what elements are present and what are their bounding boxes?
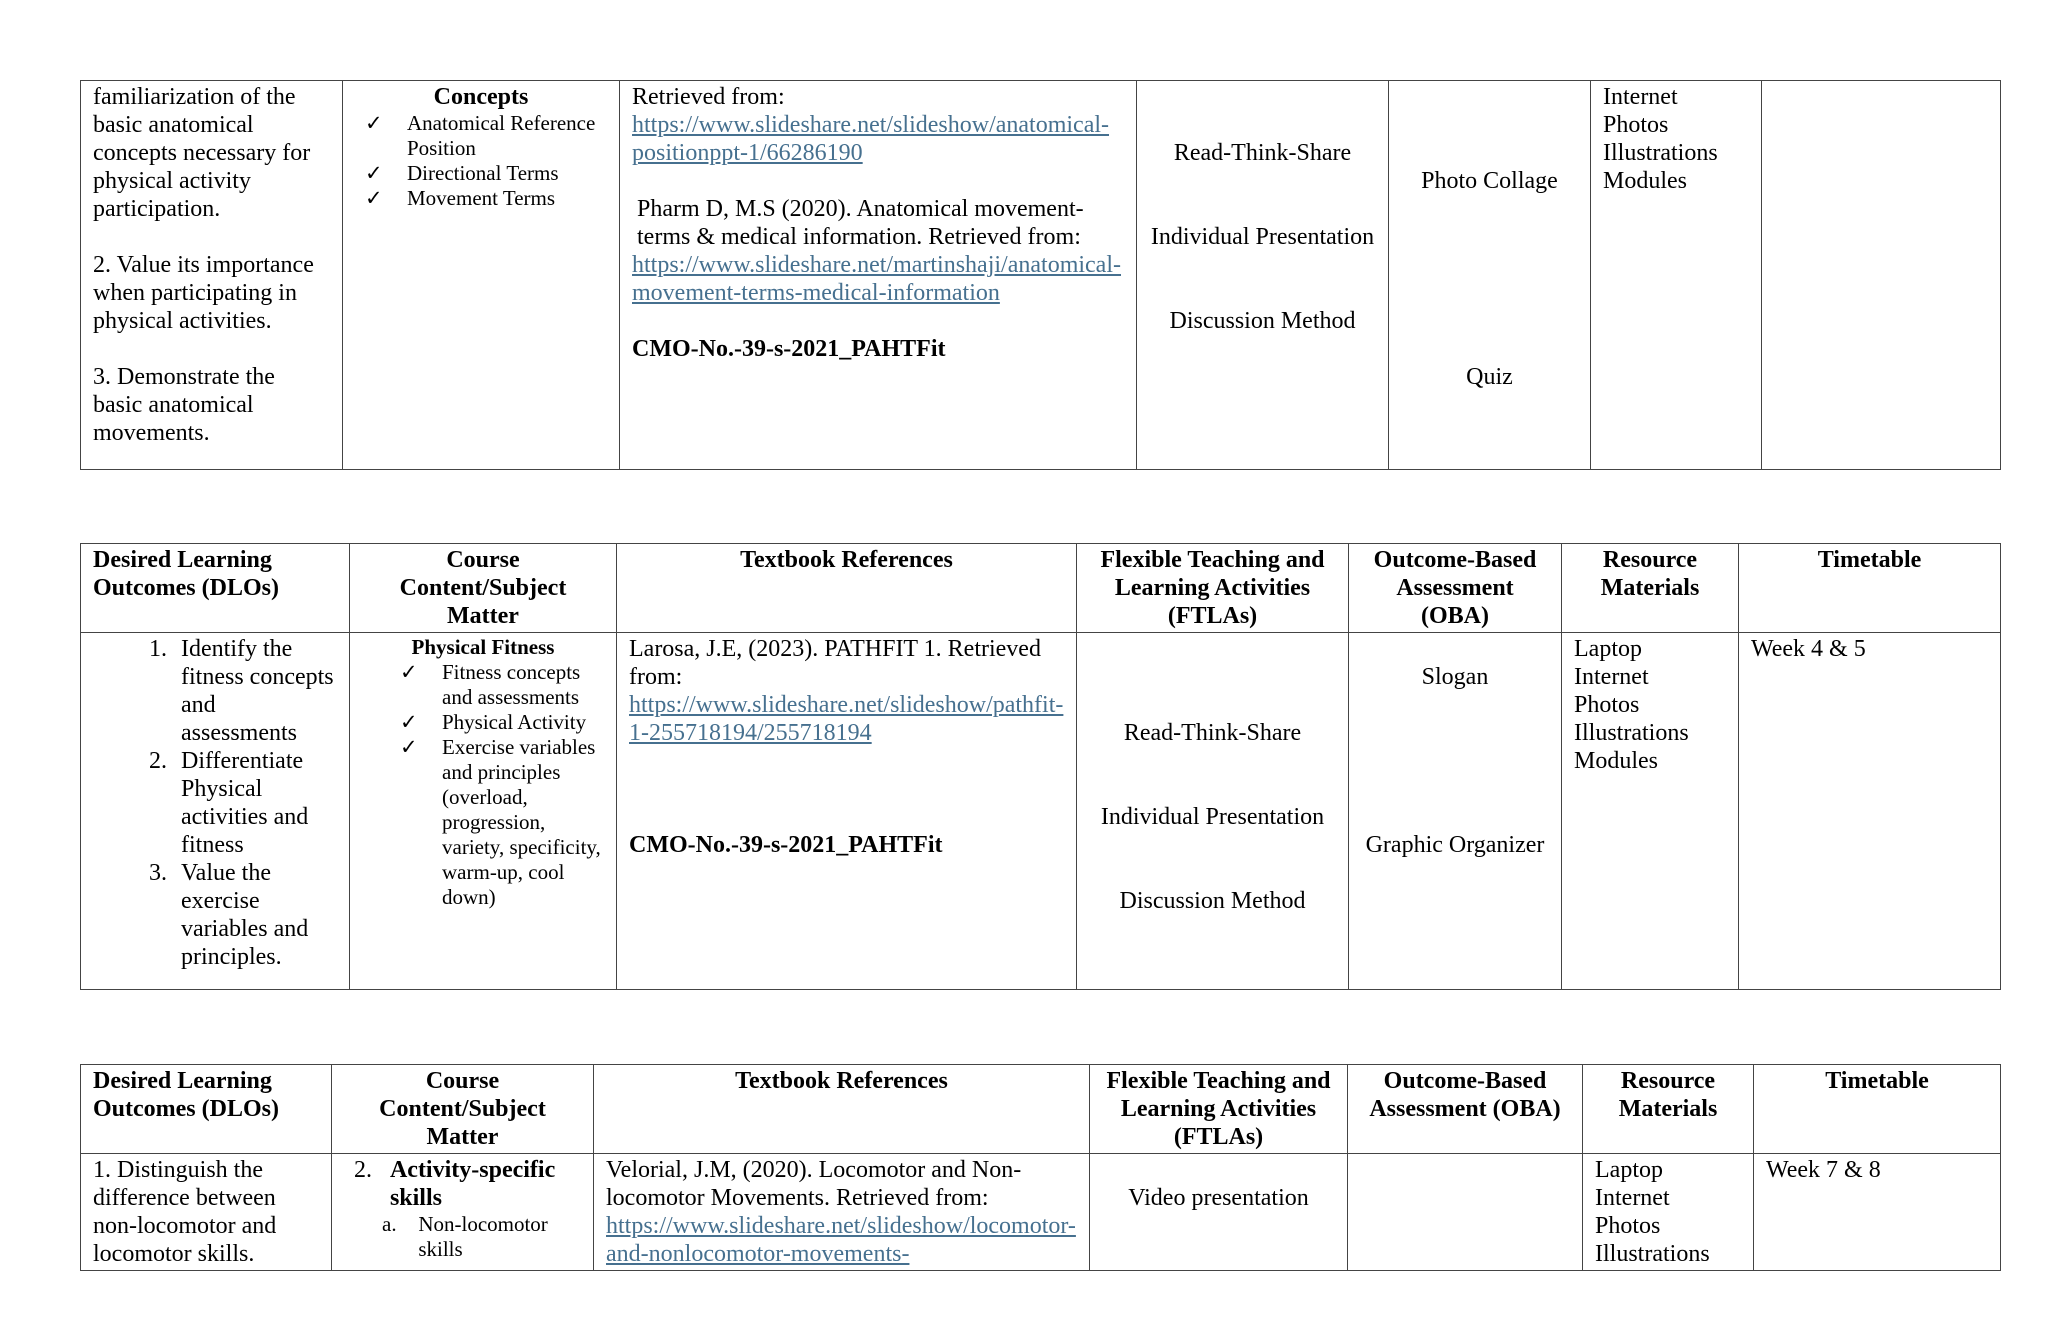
dlo-item: 3. Value the exercise variables and principles. (173, 859, 337, 971)
reference-text: Retrieved from: (632, 84, 785, 110)
dlo-header: Desired Learning Outcomes (DLOs) (81, 544, 350, 633)
oba-header: Outcome-Based Assessment (OBA) (1348, 1065, 1583, 1154)
cmo-reference: CMO-No.-39-s-2021_PAHTFit (629, 832, 943, 858)
ftla-cell (1137, 81, 1389, 470)
dlo-item: 3. Demonstrate the basic anatomical movements. (93, 364, 275, 446)
resource-item: Internet (1574, 664, 1649, 690)
oba-cell (1348, 1154, 1583, 1271)
dlo-item: 2. Value its importance when participating in physical activities. (93, 252, 314, 334)
ftla-header: Flexible Teaching and Learning Activities (FTLAs) (1077, 544, 1349, 633)
content-title: Activity-specific skills (389, 1157, 556, 1211)
content-header: Course Content/Subject Matter (332, 1065, 594, 1154)
syllabus-table-3 (80, 1064, 2001, 1271)
content-letter: a. (382, 1212, 397, 1236)
oba-header: Outcome-Based Assessment (OBA) (1349, 544, 1562, 633)
resource-item: Illustrations (1574, 720, 1689, 746)
references-cell (594, 1154, 1090, 1271)
dlo-cell (81, 633, 350, 990)
oba-cell (1389, 81, 1591, 470)
content-cell (343, 81, 620, 470)
syllabus-table-2 (80, 543, 2001, 990)
resources-header: Resource Materials (1583, 1065, 1754, 1154)
oba-item: Graphic Organizer (1365, 832, 1545, 858)
oba-item: Quiz (1466, 364, 1513, 390)
content-item: ✓ Anatomical Reference Position (365, 111, 607, 161)
content-cell (350, 633, 617, 990)
oba-cell (1349, 633, 1562, 990)
resource-item: Modules (1603, 168, 1687, 194)
header-row (81, 1065, 2001, 1154)
content-item: ✓ Fitness concepts and assessments (400, 660, 604, 710)
dlo-item: 1. Identify the fitness concepts and assessments (173, 635, 337, 747)
table-row (81, 633, 2001, 990)
timetable-cell: Week 4 & 5 (1739, 633, 2001, 990)
ftla-cell (1077, 633, 1349, 990)
content-item: ✓ Movement Terms (365, 186, 607, 211)
timetable-header: Timetable (1739, 544, 2001, 633)
resources-cell (1583, 1154, 1754, 1271)
resource-item: Laptop (1574, 636, 1642, 662)
reference-link[interactable]: https://www.slideshare.net/slideshow/anatomical-positionppt-1/66286190 (632, 112, 1110, 166)
cmo-reference: CMO-No.-39-s-2021_PAHTFit (632, 336, 946, 362)
content-title: Physical Fitness (411, 635, 555, 659)
resource-item: Photos (1595, 1213, 1661, 1239)
content-number: 2. (354, 1157, 372, 1183)
reference-link[interactable]: https://www.slideshare.net/slideshow/locomotor-and-nonlocomotor-movements- (606, 1213, 1076, 1267)
table-row (81, 1154, 2001, 1271)
references-cell (620, 81, 1137, 470)
table-row (81, 81, 2001, 470)
ftla-item: Individual Presentation (1100, 804, 1325, 830)
content-cell (332, 1154, 594, 1271)
timetable-cell (1762, 81, 2001, 470)
timetable-header: Timetable (1754, 1065, 2001, 1154)
resources-cell (1562, 633, 1739, 990)
content-item: Non-locomotor skills (418, 1212, 548, 1261)
ftla-item: Individual Presentation (1150, 224, 1375, 250)
syllabus-table-1 (80, 80, 2001, 470)
dlo-header: Desired Learning Outcomes (DLOs) (81, 1065, 332, 1154)
content-title: Concepts (433, 84, 529, 110)
resources-cell (1591, 81, 1762, 470)
references-header: Textbook References (594, 1065, 1090, 1154)
resource-item: Internet (1603, 84, 1678, 110)
ftla-item: Discussion Method (1169, 308, 1356, 334)
oba-item: Slogan (1421, 664, 1489, 690)
reference-text: Velorial, J.M, (2020). Locomotor and Non-locomotor Movements. Retrieved from: (606, 1157, 1022, 1211)
references-header: Textbook References (617, 544, 1077, 633)
content-item: ✓ Physical Activity (400, 710, 604, 735)
references-cell (617, 633, 1077, 990)
reference-link[interactable]: https://www.slideshare.net/slideshow/pathfit-1-255718194/255718194 (629, 692, 1064, 746)
resource-item: Photos (1603, 112, 1669, 138)
oba-item: Photo Collage (1421, 168, 1558, 194)
resource-item: Modules (1574, 748, 1658, 774)
ftla-item: Read-Think-Share (1173, 140, 1352, 166)
content-item: ✓ Exercise variables and principles (overload, progression, variety, specificity, warm-up, cool down) (400, 735, 604, 910)
resource-item: Photos (1574, 692, 1640, 718)
ftla-item: Read-Think-Share (1123, 720, 1302, 746)
reference-link[interactable]: https://www.slideshare.net/martinshaji/anatomical-movement-terms-medical-information (632, 252, 1121, 306)
resource-item: Illustrations (1603, 140, 1718, 166)
resources-header: Resource Materials (1562, 544, 1739, 633)
ftla-item: Video presentation (1128, 1185, 1309, 1211)
dlo-item: 2. Differentiate Physical activities and fitness (173, 747, 337, 859)
resource-item: Internet (1595, 1185, 1670, 1211)
content-item: ✓ Directional Terms (365, 161, 607, 186)
resource-item: Illustrations (1595, 1241, 1710, 1267)
content-header: Course Content/Subject Matter (350, 544, 617, 633)
ftla-header: Flexible Teaching and Learning Activities (FTLAs) (1090, 1065, 1348, 1154)
resource-item: Laptop (1595, 1157, 1663, 1183)
dlo-cell: 1. Distinguish the difference between non-locomotor and locomotor skills. (81, 1154, 332, 1271)
timetable-cell: Week 7 & 8 (1754, 1154, 2001, 1271)
reference-text: Larosa, J.E, (2023). PATHFIT 1. Retrieved from: (629, 636, 1041, 690)
ftla-item: Discussion Method (1119, 888, 1306, 914)
dlo-cell (81, 81, 343, 470)
dlo-item: familiarization of the basic anatomical concepts necessary for physical activity participation. (93, 84, 311, 222)
reference-text: Pharm D, M.S (2020). Anatomical movement-terms & medical information. Retrieved from: (637, 196, 1084, 250)
header-row (81, 544, 2001, 633)
ftla-cell (1090, 1154, 1348, 1271)
